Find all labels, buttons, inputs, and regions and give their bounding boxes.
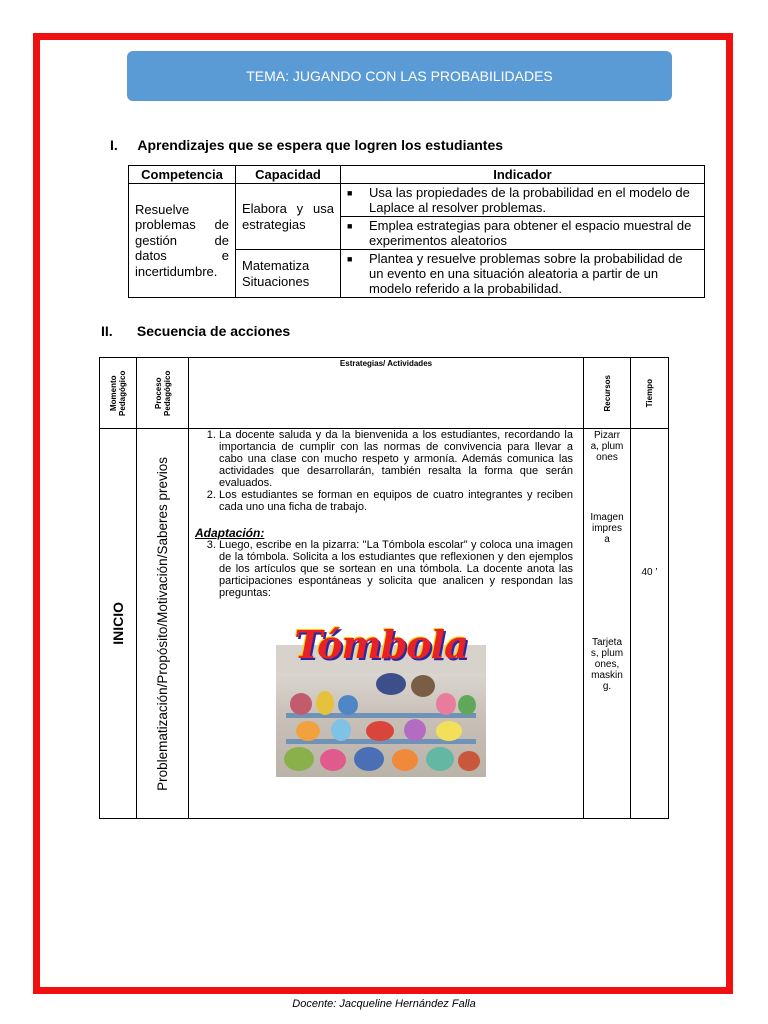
tombola-logo-word: Tómbola — [294, 622, 468, 667]
header-recursos-text: Recursos — [602, 374, 612, 412]
header-proceso-text: Proceso Pedagógico — [153, 370, 172, 416]
recurso-item: Pizarra, plumones — [590, 430, 624, 463]
indicador-cell — [341, 184, 705, 217]
activities-cell — [189, 429, 584, 819]
table-row — [129, 184, 705, 217]
header-competencia: Competencia — [129, 166, 236, 184]
indicador-text: Emplea estrategias para obtener el espacio muestral de experimentos aleatorios — [369, 218, 692, 248]
header-tiempo-text: Tiempo — [645, 378, 654, 408]
header-indicador: Indicador — [341, 166, 705, 184]
bullet-square-icon: ■ — [347, 221, 353, 231]
proceso-cell — [137, 429, 189, 819]
header-momento — [100, 358, 137, 429]
activity-item: 3. Luego, escribe en la pizarra: "La Tómbola escolar" y coloca una imagen de la tómbola. Solicita a los estudiantes que reflexionen y den ejemplos de los artículos que se sortean en una tómbola. La docente anota las participaciones espontáneas y solicita que analicen y respondan las preguntas: — [219, 539, 573, 599]
recurso-item: Imagen impresa — [590, 512, 624, 545]
header-capacidad: Capacidad — [236, 166, 341, 184]
section-1-heading — [110, 137, 503, 153]
header-momento-text: Momento Pedagógico — [109, 370, 127, 416]
table-row — [100, 429, 669, 819]
tiempo-text: 40 ’ — [641, 567, 658, 578]
adaptation-label: Adaptación: — [195, 526, 265, 540]
recursos-cell — [584, 429, 631, 819]
proceso-text: Problematización/Propósito/Motivación/Saberes previos — [155, 456, 170, 791]
tiempo-cell — [631, 429, 669, 819]
header-recursos — [584, 358, 631, 429]
header-proceso — [137, 358, 189, 429]
indicador-cell — [341, 250, 705, 298]
section-1-title: Aprendizajes que se espera que logren los estudiantes — [137, 137, 504, 153]
title-banner — [127, 51, 672, 101]
header-tiempo — [631, 358, 669, 429]
capacidad-cell: Elabora y usa estrategias — [236, 184, 341, 250]
competencia-cell: Resuelve problemas de gestión de datos e incertidumbre. — [129, 184, 236, 298]
section-2-title: Secuencia de acciones — [136, 323, 291, 339]
learning-table-header — [129, 166, 705, 184]
bullet-square-icon: ■ — [347, 254, 353, 264]
footer-teacher: Docente: Jacqueline Hernández Falla — [292, 998, 476, 1010]
section-1-number: I. — [110, 137, 118, 153]
prize-display-photo — [276, 673, 486, 777]
tombola-image — [276, 622, 486, 777]
sequence-table-header — [100, 358, 669, 429]
bullet-square-icon: ■ — [347, 188, 353, 198]
section-2-heading — [101, 323, 290, 339]
indicador-text: Usa las propiedades de la probabilidad en el modelo de Laplace al resolver problemas. — [369, 185, 690, 215]
section-2-number: II. — [101, 323, 113, 339]
header-estrategias: Estrategias/ Actividades — [189, 358, 584, 429]
activity-item: 2. Los estudiantes se forman en equipos de cuatro integrantes y reciben cada uno una ficha de trabajo. — [219, 489, 573, 513]
learning-table — [128, 165, 705, 298]
page-title: TEMA: JUGANDO CON LAS PROBABILIDADES — [246, 68, 553, 84]
indicador-text: Plantea y resuelve problemas sobre la probabilidad de un evento en una situación aleatoria a partir de un modelo referido a la probabilidad. — [369, 251, 683, 296]
sequence-table — [99, 357, 669, 819]
recurso-item: Tarjetas, plumones, masking. — [590, 637, 624, 692]
indicador-cell — [341, 217, 705, 250]
momento-cell — [100, 429, 137, 819]
capacidad-cell: Matematiza Situaciones — [236, 250, 341, 298]
momento-text: INICIO — [110, 602, 126, 645]
activity-item: 1. La docente saluda y da la bienvenida a los estudiantes, recordando la importancia de cumplir con las normas de convivencia para llevar a cabo una clase con mucho respeto y armonía. Además comunica las actividades que desarrollarán, también resalta la forma que serán evaluados. — [219, 429, 573, 489]
